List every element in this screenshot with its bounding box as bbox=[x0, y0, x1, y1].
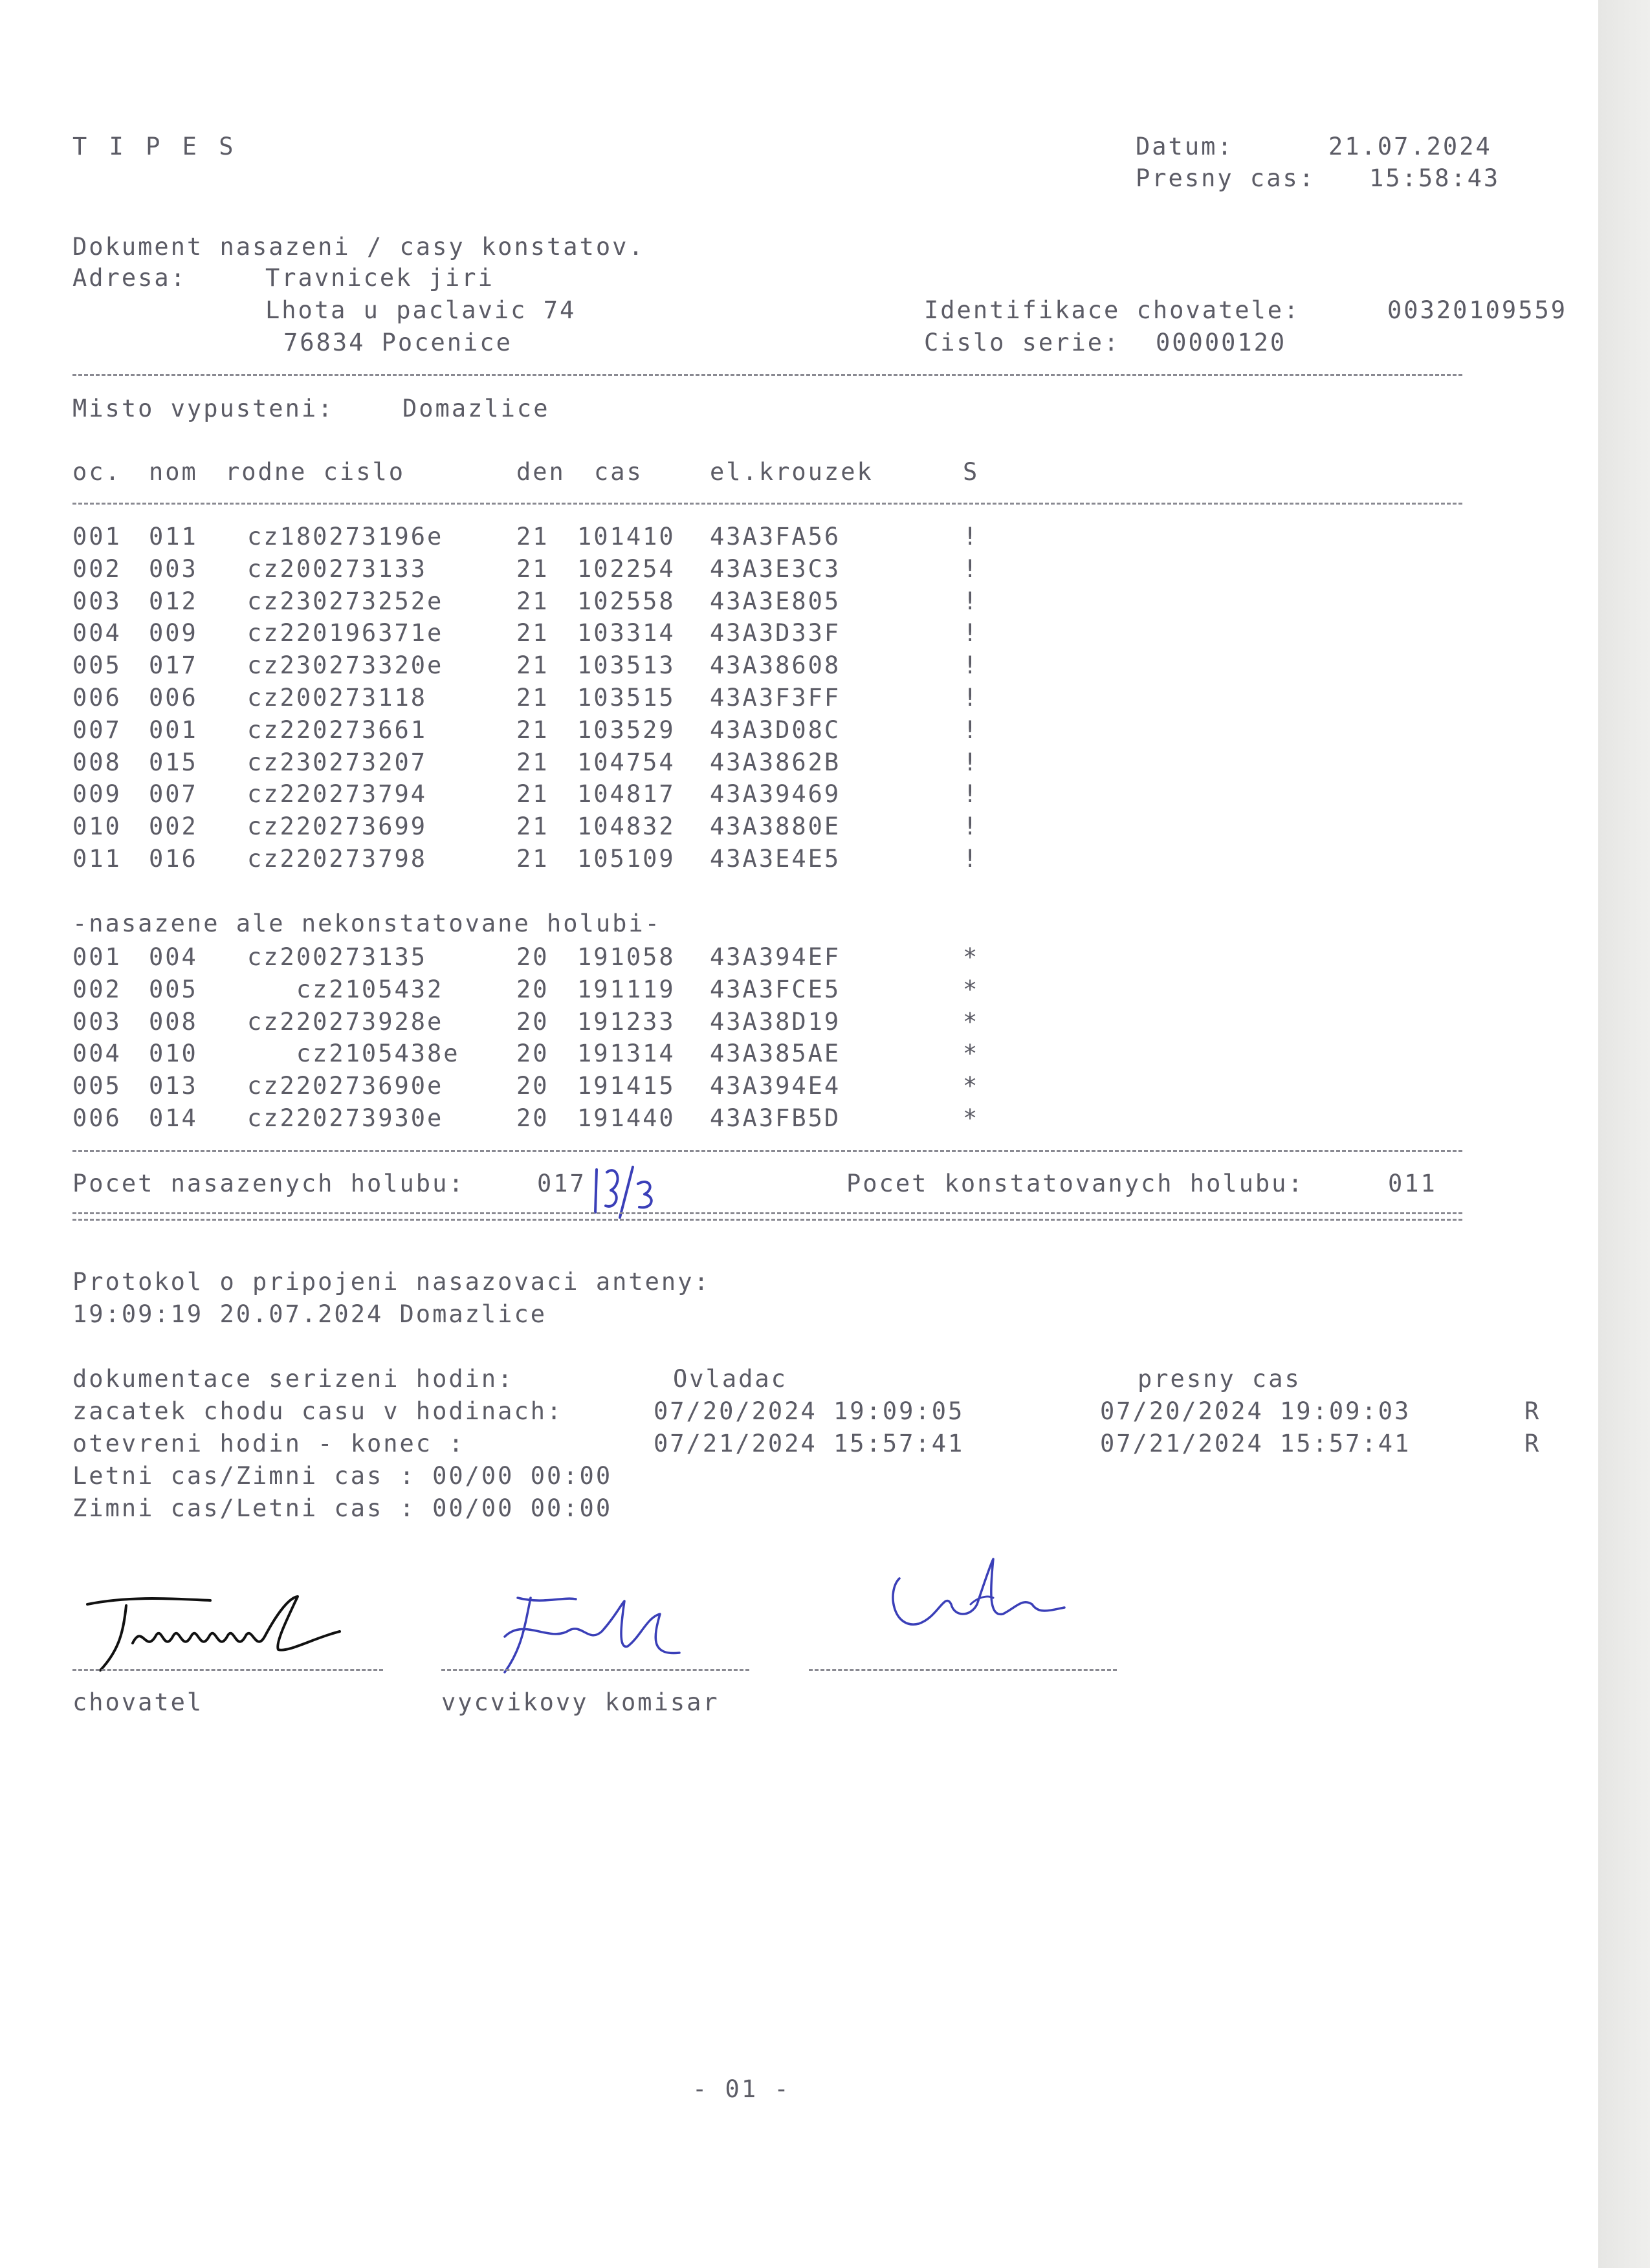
cell-den: 21 bbox=[516, 780, 549, 809]
cell-den: 20 bbox=[516, 1040, 549, 1068]
cell-status: ! bbox=[963, 554, 980, 583]
col-cas: cas bbox=[594, 458, 643, 486]
cell-rodne-cislo: cz220196371e bbox=[247, 619, 444, 648]
cell-den: 20 bbox=[516, 1104, 549, 1132]
cell-el-krouzek: 43A3F3FF bbox=[710, 684, 841, 712]
cell-rodne-cislo: cz180273196e bbox=[247, 523, 444, 551]
signature-third bbox=[880, 1553, 1074, 1650]
cell-cas: 104832 bbox=[577, 812, 676, 841]
cell-status: * bbox=[963, 943, 980, 971]
cell-den: 21 bbox=[516, 651, 549, 680]
clock-start-presny: 07/20/2024 19:09:03 bbox=[1100, 1397, 1411, 1425]
address-street: Lhota u paclavic 74 bbox=[265, 296, 577, 324]
cell-oc: 011 bbox=[72, 845, 122, 873]
signature-chovatel bbox=[81, 1591, 353, 1675]
program-name: T I P E S bbox=[72, 133, 237, 160]
divider bbox=[72, 1150, 1462, 1152]
cell-rodne-cislo: cz200273133 bbox=[247, 554, 428, 583]
cell-oc: 006 bbox=[72, 1104, 122, 1132]
cell-nom: 010 bbox=[149, 1040, 198, 1068]
nasazenych-value: 017 bbox=[537, 1170, 586, 1197]
cell-status: ! bbox=[963, 748, 980, 776]
cell-nom: 012 bbox=[149, 587, 198, 615]
cell-rodne-cislo: cz220273690e bbox=[247, 1072, 444, 1100]
cell-oc: 010 bbox=[72, 812, 122, 841]
clock-label: dokumentace serizeni hodin: bbox=[72, 1365, 514, 1393]
breeder-id-label: Identifikace chovatele: bbox=[924, 296, 1301, 324]
cell-den: 20 bbox=[516, 1007, 549, 1036]
cell-rodne-cislo: cz220273794 bbox=[247, 780, 428, 809]
cell-oc: 002 bbox=[72, 554, 122, 583]
clock-col-ovladac: Ovladac bbox=[673, 1365, 787, 1393]
cell-status: ! bbox=[963, 684, 980, 712]
address-name: Travnicek jiri bbox=[265, 264, 494, 292]
cell-nom: 002 bbox=[149, 812, 198, 841]
cell-den: 21 bbox=[516, 748, 549, 776]
cell-oc: 009 bbox=[72, 780, 122, 809]
cell-den: 20 bbox=[516, 1072, 549, 1100]
cell-el-krouzek: 43A385AE bbox=[710, 1040, 841, 1068]
cell-el-krouzek: 43A39469 bbox=[710, 780, 841, 809]
presny-cas-label: Presny cas: bbox=[1136, 164, 1316, 192]
clock-end-flag: R bbox=[1524, 1430, 1541, 1457]
cell-den: 21 bbox=[516, 812, 549, 841]
cell-cas: 101410 bbox=[577, 523, 676, 551]
cell-oc: 003 bbox=[72, 1007, 122, 1036]
cell-nom: 011 bbox=[149, 523, 198, 551]
cell-nom: 003 bbox=[149, 554, 198, 583]
cell-den: 21 bbox=[516, 554, 549, 583]
cell-rodne-cislo: cz220273699 bbox=[247, 812, 428, 841]
cell-rodne-cislo: cz230273207 bbox=[247, 748, 428, 776]
cell-den: 20 bbox=[516, 943, 549, 971]
konstatovanych-label: Pocet konstatovanych holubu: bbox=[846, 1170, 1304, 1197]
cell-el-krouzek: 43A38D19 bbox=[710, 1007, 841, 1036]
cell-den: 21 bbox=[516, 523, 549, 551]
signature-label-chovatel: chovatel bbox=[72, 1688, 204, 1716]
cell-cas: 191440 bbox=[577, 1104, 676, 1132]
cell-oc: 004 bbox=[72, 1040, 122, 1068]
cell-el-krouzek: 43A3E4E5 bbox=[710, 845, 841, 873]
page-edge bbox=[1598, 0, 1650, 2268]
release-label: Misto vypusteni: bbox=[72, 395, 335, 422]
col-oc: oc. bbox=[72, 458, 122, 486]
signature-line-third bbox=[809, 1669, 1117, 1671]
cell-el-krouzek: 43A3862B bbox=[710, 748, 841, 776]
cell-cas: 103529 bbox=[577, 715, 676, 744]
datum-label: Datum: bbox=[1136, 133, 1234, 160]
cell-oc: 005 bbox=[72, 1072, 122, 1100]
cell-status: ! bbox=[963, 587, 980, 615]
unconfirmed-title: -nasazene ale nekonstatovane holubi- bbox=[72, 910, 661, 937]
cell-rodne-cislo: cz200273118 bbox=[247, 684, 428, 712]
protokol-line1: Protokol o pripojeni nasazovaci anteny: bbox=[72, 1268, 710, 1296]
cell-den: 21 bbox=[516, 845, 549, 873]
cell-rodne-cislo: cz220273661 bbox=[247, 715, 428, 744]
cell-status: * bbox=[963, 1072, 980, 1100]
signature-line-chovatel bbox=[72, 1669, 383, 1671]
nasazenych-label: Pocet nasazenych holubu: bbox=[72, 1170, 465, 1197]
cell-nom: 014 bbox=[149, 1104, 198, 1132]
cell-cas: 103513 bbox=[577, 651, 676, 680]
cell-oc: 001 bbox=[72, 943, 122, 971]
cell-oc: 002 bbox=[72, 975, 122, 1003]
datum-value: 21.07.2024 bbox=[1328, 133, 1492, 160]
cell-status: ! bbox=[963, 523, 980, 551]
cell-cas: 191119 bbox=[577, 975, 676, 1003]
cell-den: 21 bbox=[516, 684, 549, 712]
cell-nom: 006 bbox=[149, 684, 198, 712]
cell-cas: 102558 bbox=[577, 587, 676, 615]
cell-den: 20 bbox=[516, 975, 549, 1003]
cell-den: 21 bbox=[516, 715, 549, 744]
cell-oc: 001 bbox=[72, 523, 122, 551]
document-title: Dokument nasazeni / casy konstatov. bbox=[72, 233, 645, 261]
divider bbox=[72, 374, 1462, 376]
cell-el-krouzek: 43A3E805 bbox=[710, 587, 841, 615]
cell-status: ! bbox=[963, 845, 980, 873]
col-s: S bbox=[963, 458, 980, 486]
clock-end-presny: 07/21/2024 15:57:41 bbox=[1100, 1430, 1411, 1457]
signature-komisar bbox=[492, 1591, 712, 1675]
cell-rodne-cislo: cz230273320e bbox=[247, 651, 444, 680]
cell-el-krouzek: 43A3E3C3 bbox=[710, 554, 841, 583]
cell-nom: 004 bbox=[149, 943, 198, 971]
cell-nom: 017 bbox=[149, 651, 198, 680]
cell-cas: 103314 bbox=[577, 619, 676, 648]
clock-start-flag: R bbox=[1524, 1397, 1541, 1425]
breeder-id-value: 00320109559 bbox=[1387, 296, 1568, 324]
cell-oc: 007 bbox=[72, 715, 122, 744]
clock-start-label: zacatek chodu casu v hodinach: bbox=[72, 1397, 564, 1425]
col-el-krouzek: el.krouzek bbox=[710, 458, 874, 486]
address-label: Adresa: bbox=[72, 264, 187, 292]
cell-rodne-cislo: cz220273928e bbox=[247, 1007, 444, 1036]
table-header bbox=[72, 456, 980, 488]
series-label: Cislo serie: bbox=[924, 329, 1121, 356]
signature-label-komisar: vycvikovy komisar bbox=[441, 1688, 720, 1716]
cell-nom: 009 bbox=[149, 619, 198, 648]
divider bbox=[72, 1212, 1462, 1214]
cell-nom: 016 bbox=[149, 845, 198, 873]
cell-den: 21 bbox=[516, 619, 549, 648]
cell-cas: 191314 bbox=[577, 1040, 676, 1068]
cell-el-krouzek: 43A3FA56 bbox=[710, 523, 841, 551]
protokol-line2: 19:09:19 20.07.2024 Domazlice bbox=[72, 1300, 547, 1328]
cell-nom: 008 bbox=[149, 1007, 198, 1036]
cell-oc: 006 bbox=[72, 684, 122, 712]
cell-status: * bbox=[963, 1104, 980, 1132]
winter-summer: Zimni cas/Letni cas : 00/00 00:00 bbox=[72, 1494, 613, 1522]
page-number: - 01 - bbox=[692, 2075, 791, 2103]
cell-oc: 003 bbox=[72, 587, 122, 615]
cell-status: * bbox=[963, 1007, 980, 1036]
divider bbox=[72, 1219, 1462, 1221]
release-place: Domazlice bbox=[402, 395, 550, 422]
cell-status: * bbox=[963, 1040, 980, 1068]
cell-rodne-cislo: cz220273798 bbox=[247, 845, 428, 873]
cell-status: ! bbox=[963, 651, 980, 680]
cell-status: * bbox=[963, 975, 980, 1003]
cell-status: ! bbox=[963, 780, 980, 809]
cell-status: ! bbox=[963, 715, 980, 744]
cell-cas: 105109 bbox=[577, 845, 676, 873]
presny-cas-value: 15:58:43 bbox=[1369, 164, 1501, 192]
cell-cas: 191058 bbox=[577, 943, 676, 971]
cell-el-krouzek: 43A3D08C bbox=[710, 715, 841, 744]
series-value: 00000120 bbox=[1156, 329, 1287, 356]
cell-oc: 008 bbox=[72, 748, 122, 776]
cell-el-krouzek: 43A38608 bbox=[710, 651, 841, 680]
cell-cas: 191233 bbox=[577, 1007, 676, 1036]
cell-el-krouzek: 43A394EF bbox=[710, 943, 841, 971]
clock-end-ovladac: 07/21/2024 15:57:41 bbox=[654, 1430, 965, 1457]
cell-nom: 015 bbox=[149, 748, 198, 776]
cell-nom: 001 bbox=[149, 715, 198, 744]
cell-status: ! bbox=[963, 619, 980, 648]
clock-end-label: otevreni hodin - konec : bbox=[72, 1430, 465, 1457]
cell-cas: 102254 bbox=[577, 554, 676, 583]
clock-col-presny: presny cas bbox=[1138, 1365, 1301, 1393]
cell-status: ! bbox=[963, 812, 980, 841]
cell-rodne-cislo: cz200273135 bbox=[247, 943, 428, 971]
cell-nom: 005 bbox=[149, 975, 198, 1003]
summer-winter: Letni cas/Zimni cas : 00/00 00:00 bbox=[72, 1462, 613, 1490]
cell-el-krouzek: 43A3FB5D bbox=[710, 1104, 841, 1132]
col-nom: nom bbox=[149, 458, 198, 486]
cell-oc: 005 bbox=[72, 651, 122, 680]
konstatovanych-value: 011 bbox=[1388, 1170, 1437, 1197]
cell-rodne-cislo: cz220273930e bbox=[247, 1104, 444, 1132]
cell-rodne-cislo: cz2105438e bbox=[247, 1040, 460, 1068]
cell-cas: 103515 bbox=[577, 684, 676, 712]
cell-el-krouzek: 43A3880E bbox=[710, 812, 841, 841]
cell-den: 21 bbox=[516, 587, 549, 615]
cell-nom: 013 bbox=[149, 1072, 198, 1100]
cell-el-krouzek: 43A394E4 bbox=[710, 1072, 841, 1100]
cell-nom: 007 bbox=[149, 780, 198, 809]
clock-start-ovladac: 07/20/2024 19:09:05 bbox=[654, 1397, 965, 1425]
cell-rodne-cislo: cz230273252e bbox=[247, 587, 444, 615]
cell-oc: 004 bbox=[72, 619, 122, 648]
address-city: 76834 Pocenice bbox=[283, 329, 512, 356]
cell-cas: 191415 bbox=[577, 1072, 676, 1100]
signature-line-komisar bbox=[441, 1669, 749, 1671]
cell-cas: 104754 bbox=[577, 748, 676, 776]
col-den: den bbox=[516, 458, 566, 486]
col-rodne-cislo: rodne cislo bbox=[225, 458, 406, 486]
divider bbox=[72, 503, 1462, 505]
cell-el-krouzek: 43A3FCE5 bbox=[710, 975, 841, 1003]
cell-cas: 104817 bbox=[577, 780, 676, 809]
cell-rodne-cislo: cz2105432 bbox=[247, 975, 444, 1003]
cell-el-krouzek: 43A3D33F bbox=[710, 619, 841, 648]
